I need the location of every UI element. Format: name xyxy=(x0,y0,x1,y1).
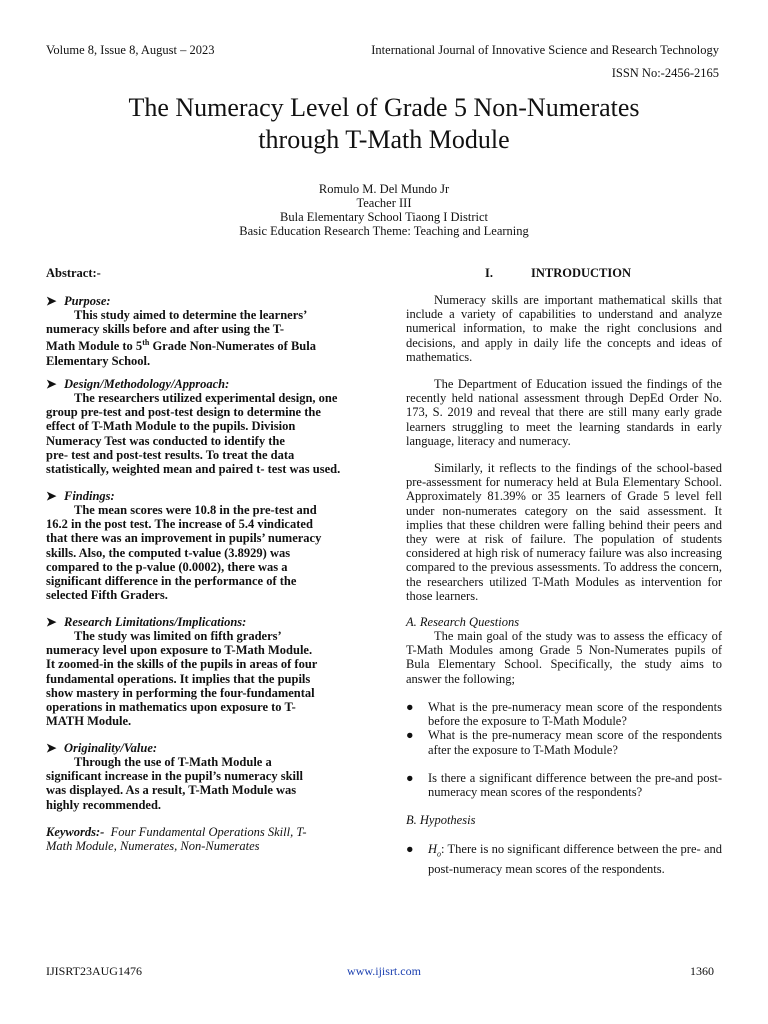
arrow-bullet-icon: ➤ xyxy=(46,741,57,755)
arrow-bullet-icon: ➤ xyxy=(46,377,57,391)
footer-url-link[interactable]: www.ijisrt.com xyxy=(347,964,421,978)
bullet-dot-icon: ● xyxy=(406,770,414,785)
bullet-dot-icon: ● xyxy=(406,842,414,856)
list-item: ● Is there a significant difference between the pre-and post-numeracy mean scores of the respondents? xyxy=(406,770,722,800)
bullet-dot-icon: ● xyxy=(406,700,414,714)
limitations-text: The study was limited on fifth graders’ numeracy level upon exposure to T-Math Module. It zoomed-in the skills of the pupils in areas of four fundamental operations. It implies that the pupils show mastery in performing the four-fundamental operations in mathematics upon exposure to T- MATH Module. xyxy=(46,629,318,729)
subsection-hypothesis: B. Hypothesis xyxy=(406,813,476,827)
intro-paragraph-3: Similarly, it reflects to the findings of the school-based pre-assessment for numeracy held at Bula Elementary School. Approximately 81.39% or 35 learners of Grade 5 level fell under non-numerates category on the said assessment. It implies that these children were falling behind their peers and they were at risk of failure. The population of students considered at high risk of numeracy failure was also increasing compared to the previous assessments. To address the concern, the researchers utilized T-Math Modules as intervention for those learners. xyxy=(406,461,722,603)
intro-paragraph-1: Numeracy skills are important mathematical skills that include a variety of capabilities to understand and analyze numerical information, to make the right conclusions and decisions, and apply in daily life the concepts and ideas of mathematics. xyxy=(406,293,722,364)
intro-paragraph-2: The Department of Education issued the findings of the recently held national assessment through DepEd Order No. 173, S. 2019 and reveal that there are still many early grade learners struggling to meet the learning standards in early language, literacy and numeracy. xyxy=(406,377,722,448)
design-text: The researchers utilized experimental design, one group pre-test and post-test design to determine the effect of T-Math Module to the pupils. Division Numeracy Test was conducted to identify the pre- test and post-test results. To treat the data statistically, weighted mean and paired t- test was used. xyxy=(46,391,341,477)
author-position: Teacher III xyxy=(356,196,412,210)
abstract-heading: Abstract:- xyxy=(46,266,101,280)
header-volume: Volume 8, Issue 8, August – 2023 xyxy=(46,43,215,57)
arrow-bullet-icon: ➤ xyxy=(46,294,57,308)
page-number: 1360 xyxy=(690,964,714,978)
author-school: Bula Elementary School Tiaong I District xyxy=(280,210,488,224)
findings-heading: ➤ Findings: xyxy=(46,489,115,503)
design-heading: ➤ Design/Methodology/Approach: xyxy=(46,377,230,391)
research-question-list xyxy=(406,700,722,799)
purpose-text: This study aimed to determine the learners’ numeracy skills before and after using the T- Math Module to 5th Grade Non-Numerates of Bula Elementary School. xyxy=(46,308,316,368)
limitations-heading: ➤ Research Limitations/Implications: xyxy=(46,615,247,629)
list-item: ● What is the pre-numeracy mean score of the respondents before the exposure to T-Math Module? xyxy=(406,700,722,729)
arrow-bullet-icon: ➤ xyxy=(46,615,57,629)
findings-text: The mean scores were 10.8 in the pre-test and 16.2 in the post test. The increase of 5.4 vindicated that there was an improvement in pupils’ numeracy skills. Also, the computed t-value (3.8929) was compared to the p-value (0.0002), there was a significant difference in the performance of the selected Fifth Graders. xyxy=(46,503,322,603)
research-theme: Basic Education Research Theme: Teaching and Learning xyxy=(239,224,529,238)
author-name: Romulo M. Del Mundo Jr xyxy=(318,182,450,196)
title-line-1: The Numeracy Level of Grade 5 Non-Numerates xyxy=(128,93,640,122)
paper-title xyxy=(40,92,728,156)
list-item: ● What is the pre-numeracy mean score of the respondents after the exposure to T-Math Module? xyxy=(406,728,722,757)
keywords-label: Keywords:- xyxy=(46,825,105,839)
research-questions-intro: The main goal of the study was to assess the efficacy of T-Math Modules among Grade 5 Non-Numerates pupils of Bula Elementary School. Specifically, the study aims to answer the following; xyxy=(406,629,722,686)
bullet-dot-icon: ● xyxy=(406,728,414,743)
header-journal: International Journal of Innovative Science and Research Technology xyxy=(371,43,719,57)
subsection-research-questions: A. Research Questions xyxy=(406,615,520,629)
keywords: Keywords:- Four Fundamental Operations Skill, T- Math Module, Numerates, Non-Numerates xyxy=(46,825,307,854)
footer-code: IJISRT23AUG1476 xyxy=(46,964,142,978)
originality-text: Through the use of T-Math Module a significant increase in the pupil’s numeracy skill was displayed. As a result, T-Math Module was highly recommended. xyxy=(46,755,303,812)
header-issn: ISSN No:-2456-2165 xyxy=(611,66,719,80)
originality-heading: ➤ Originality/Value: xyxy=(46,741,158,755)
hypothesis-null: ● $H_o$: There is no significant difference between the pre- and post-numeracy mean scores of the respondents. xyxy=(406,842,722,876)
arrow-bullet-icon: ➤ xyxy=(46,489,57,503)
title-line-2: through T-Math Module xyxy=(258,125,510,154)
purpose-heading: ➤ Purpose: xyxy=(46,294,111,308)
